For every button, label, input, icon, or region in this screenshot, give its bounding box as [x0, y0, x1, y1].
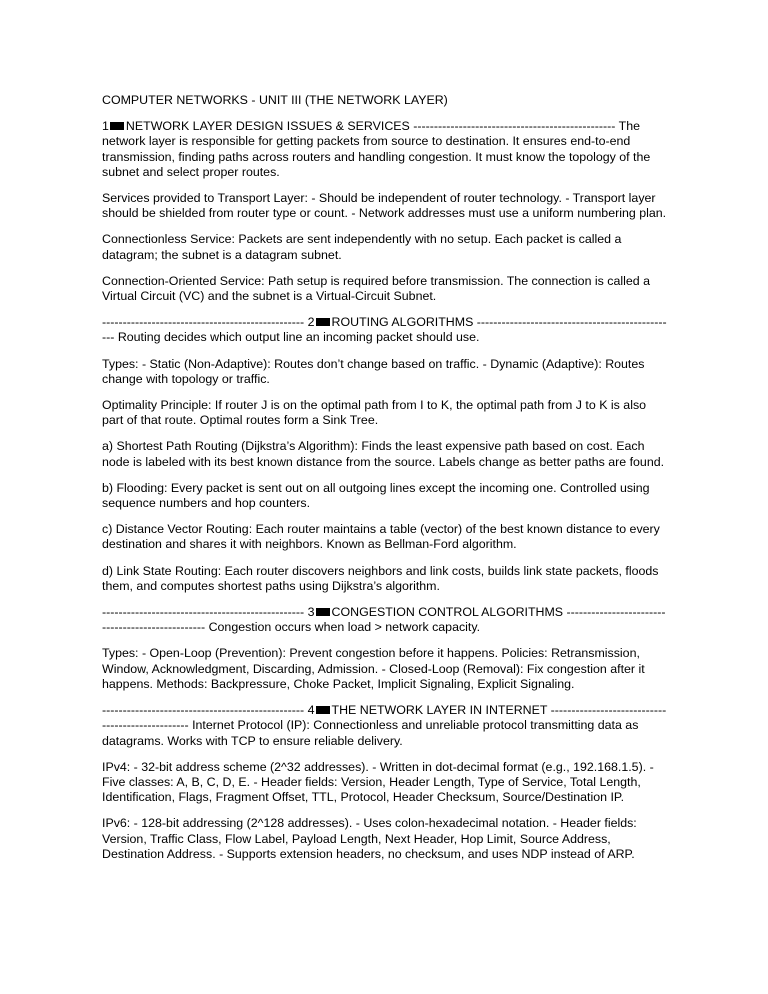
- shortest-path-paragraph: a) Shortest Path Routing (Dijkstra’s Algorithm): Finds the least expensive path based on cost. Each node is labeled with its best known distance from the source. Labels change as better paths are found.: [102, 439, 665, 469]
- distance-vector-paragraph: c) Distance Vector Routing: Each router maintains a table (vector) of the best known distance to every destination and shares it with neighbors. Known as Bellman-Ford algorithm.: [102, 522, 660, 552]
- flooding-paragraph: b) Flooding: Every packet is sent out on all outgoing lines except the incoming one. Controlled using sequence numbers and hop counters.: [102, 480, 650, 511]
- section-1-paragraph: [102, 119, 667, 180]
- section-4-text: THE NETWORK LAYER IN INTERNET ------------------------------------------------- Internet Protocol (IP): Connectionless and unreliable protocol transmitting data as datagrams. Works with TCP to ensure reliable delivery.: [102, 703, 667, 748]
- connectionless-paragraph: Connectionless Service: Packets are sent independently with no setup. Each packet is called a datagram; the subnet is a datagram subnet.: [102, 232, 622, 262]
- connection-oriented-paragraph: Connection-Oriented Service: Path setup is required before transmission. The connection is called a Virtual Circuit (VC) and the subnet is a Virtual-Circuit Subnet.: [102, 273, 651, 304]
- document-body: [102, 93, 667, 873]
- congestion-types-paragraph: Types: - Open-Loop (Prevention): Prevent congestion before it happens. Policies: Retransmission, Window, Acknowledgment, Discarding, Admission. - Closed-Loop (Removal): Fix congestion after it happens. Methods: Backpressure, Choke Packet, Implicit Signaling, Explicit Signaling.: [102, 646, 645, 691]
- section-3-lead: ------------------------------------------------- 3: [102, 605, 315, 620]
- document-title: COMPUTER NETWORKS - UNIT III (THE NETWORK LAYER): [102, 93, 448, 107]
- section-4-lead: ------------------------------------------------- 4: [102, 703, 315, 718]
- routing-types-paragraph: Types: - Static (Non-Adaptive): Routes don’t change based on traffic. - Dynamic (Adaptive): Routes change with topology or traffic.: [102, 356, 645, 386]
- section-marker-glyph: [316, 318, 330, 326]
- optimality-paragraph: Optimality Principle: If router J is on the optimal path from I to K, the optimal path from J to K is also part of that route. Optimal routes form a Sink Tree.: [102, 398, 647, 428]
- section-2-paragraph: [102, 315, 667, 345]
- ipv6-paragraph: IPv6: - 128-bit addressing (2^128 addresses). - Uses colon-hexadecimal notation. - Header fields: Version, Traffic Class, Flow Label, Payload Length, Next Header, Hop Limit, Source Address, Destination Address. - Supports extension headers, no checksum, and uses NDP instead of ARP.: [102, 816, 637, 861]
- section-marker-glyph: [316, 706, 330, 714]
- section-2-text: ROUTING ALGORITHMS ------------------------------------------------- Routing decides which output line an incoming packet should use.: [102, 315, 667, 345]
- section-4-paragraph: [102, 703, 667, 749]
- section-1-number: 1: [102, 119, 109, 134]
- section-2-lead: ------------------------------------------------- 2: [102, 315, 315, 330]
- section-marker-glyph: [110, 122, 124, 130]
- section-3-text: CONGESTION CONTROL ALGORITHMS ------------------------------------------------- Congestion occurs when load > network capacity.: [102, 605, 666, 635]
- section-marker-glyph: [316, 608, 330, 616]
- ipv4-paragraph: IPv4: - 32-bit address scheme (2^32 addresses). - Written in dot-decimal format (e.g., 192.168.1.5). - Five classes: A, B, C, D, E. - Header fields: Version, Header Length, Type of Service, Total Length, Identification, Flags, Fragment Offset, TTL, Protocol, Header Checksum, Source/Destination IP.: [102, 759, 654, 805]
- section-3-paragraph: [102, 605, 667, 635]
- link-state-paragraph: d) Link State Routing: Each router discovers neighbors and link costs, builds link state packets, floods them, and computes shortest paths using Dijkstra’s algorithm.: [102, 563, 659, 593]
- section-1-text: NETWORK LAYER DESIGN ISSUES & SERVICES ------------------------------------------------- The network layer is responsible for getting packets from source to destination. It ensures end-to-end transmission, finding paths across routers and handling congestion. It must know the topology of the subnet and select proper routes.: [102, 119, 651, 179]
- services-paragraph: Services provided to Transport Layer: - Should be independent of router technology. - Transport layer should be shielded from router type or count. - Network addresses must use a uniform numbering plan.: [102, 191, 667, 221]
